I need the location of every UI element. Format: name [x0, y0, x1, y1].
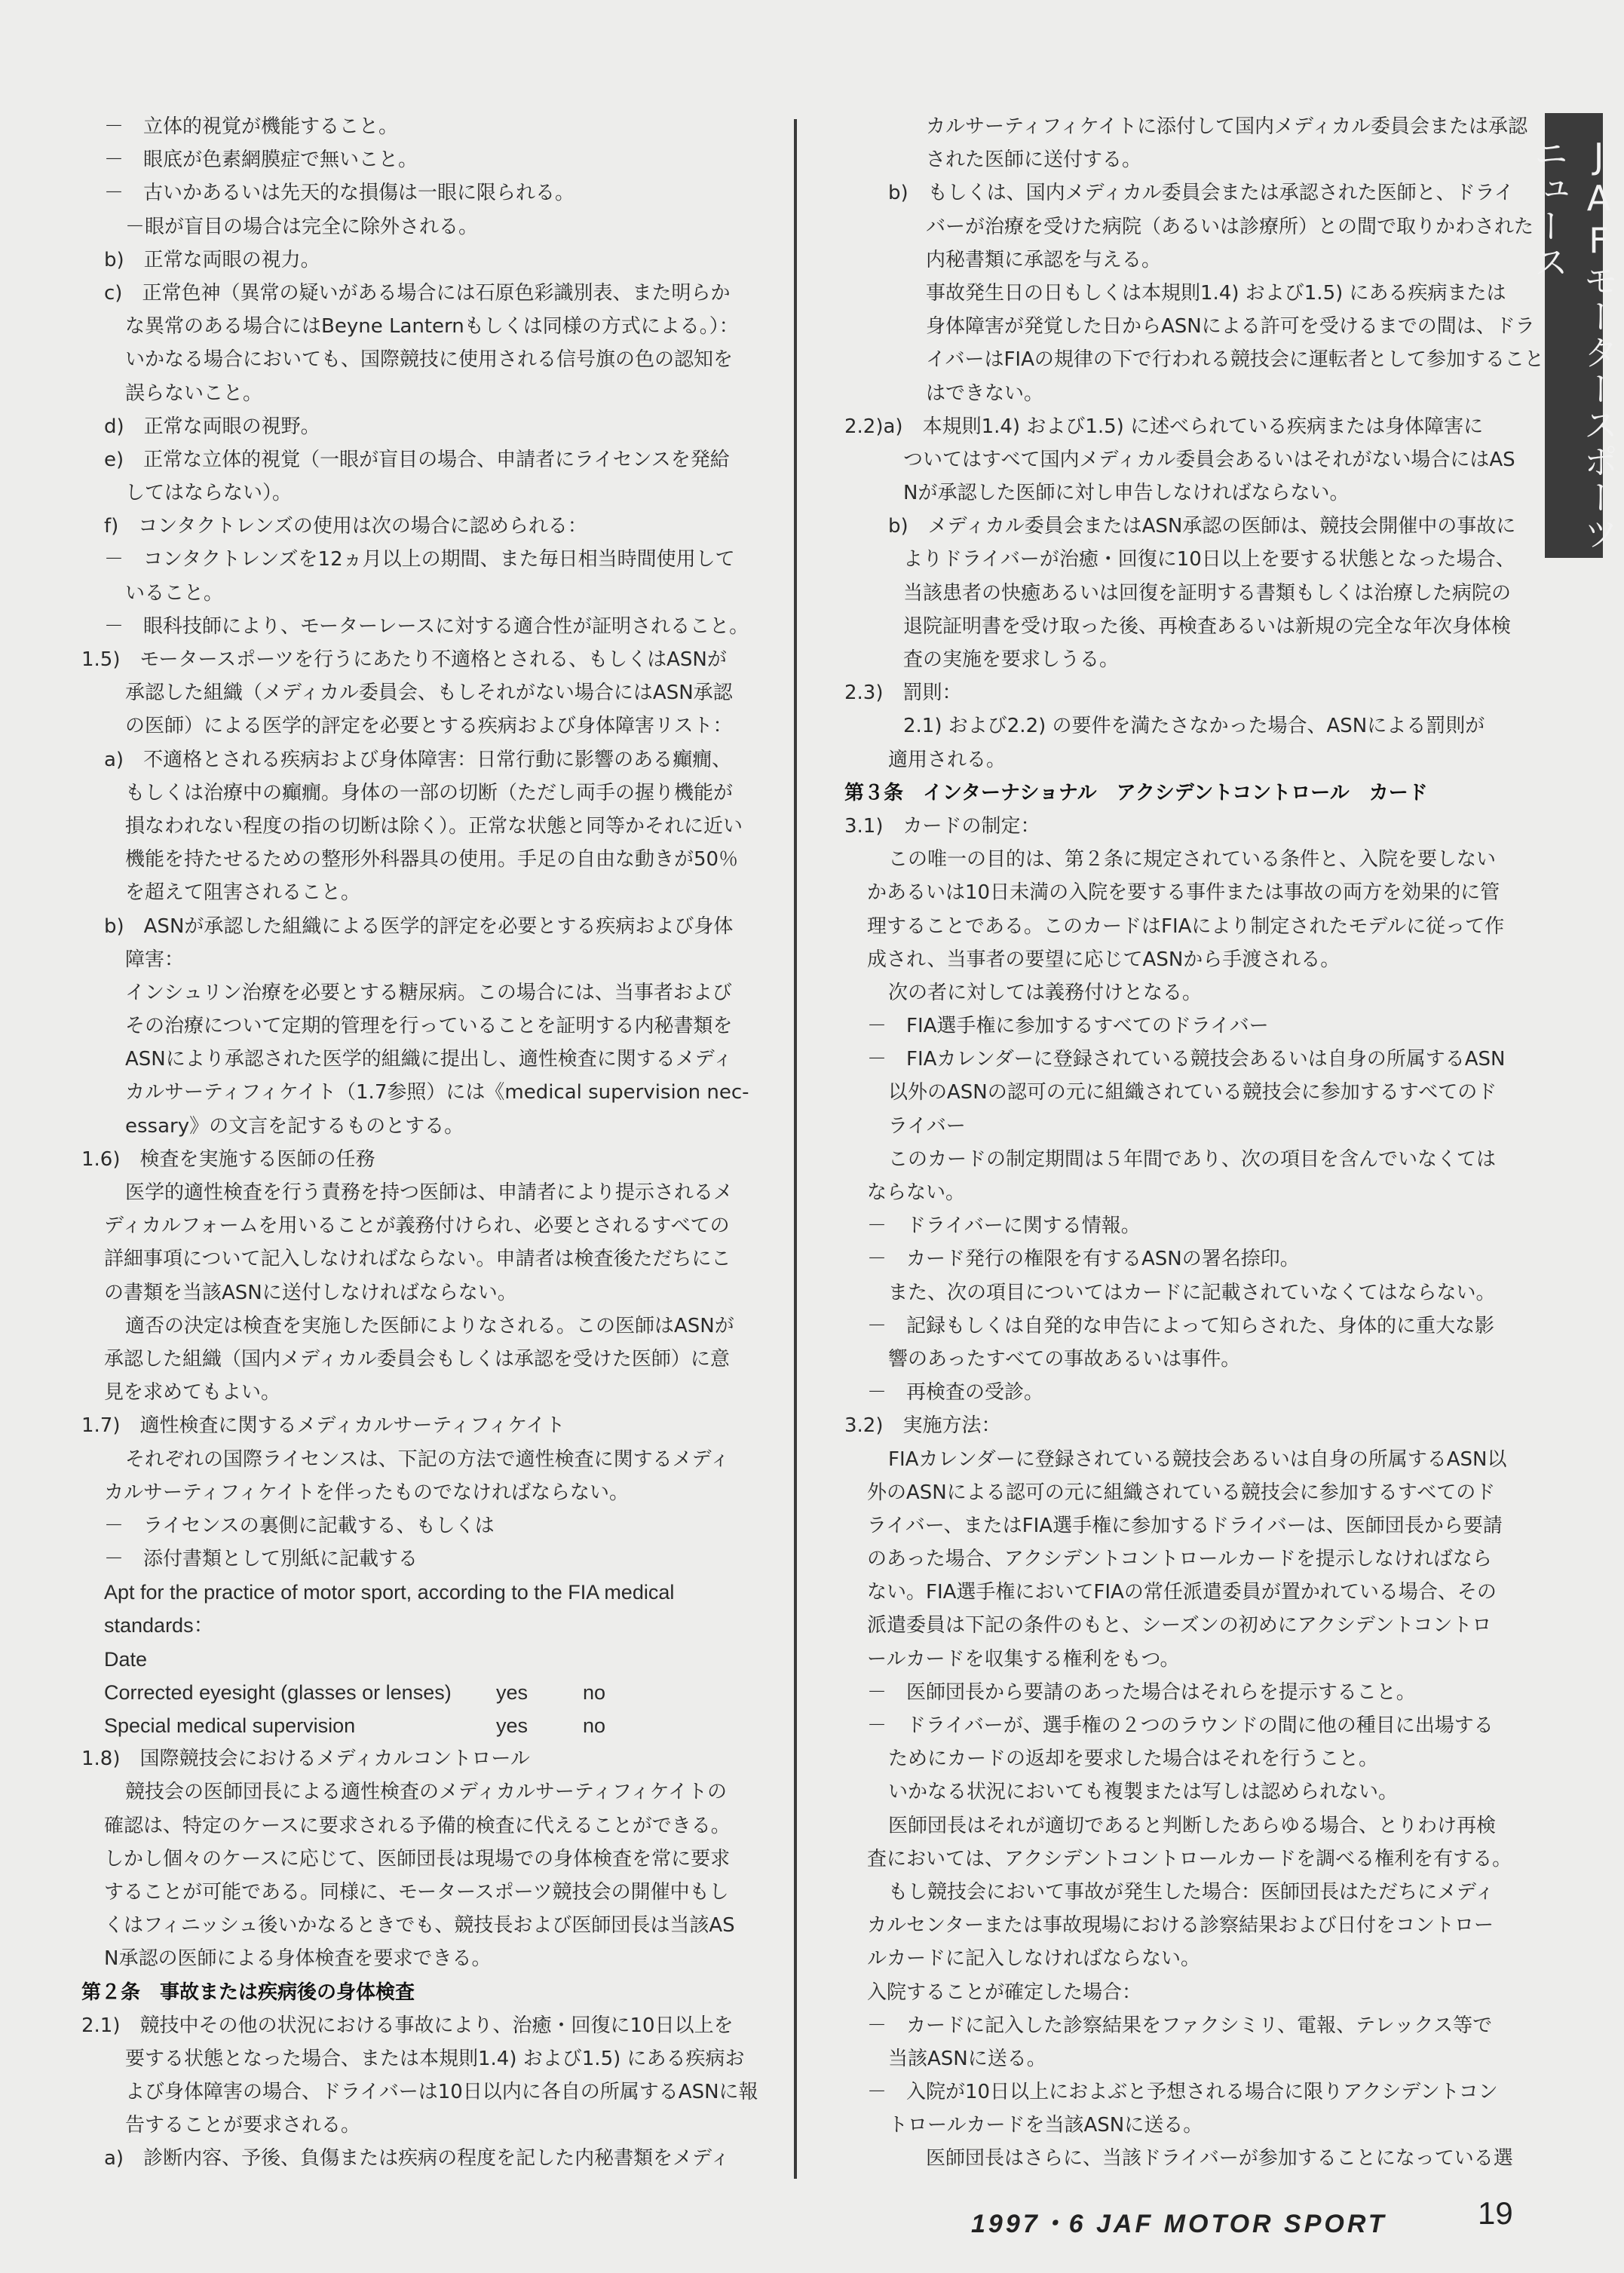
text-line: a) 不適格とされる疾病および身体障害：日常行動に影響のある癲癇、 — [104, 748, 732, 771]
text-line: いかなる状況においても複製または写しは認められない。 — [888, 1781, 1399, 1804]
text-line: ディカルフォームを用いることが義務付けられ、必要とされるすべての — [104, 1215, 730, 1238]
text-line: 内秘書類に承認を与える。 — [926, 248, 1162, 271]
text-line: － コンタクトレンズを12ヵ月以上の期間、また毎日相当時間使用して — [104, 548, 735, 571]
text-line: 3.1) カードの制定： — [844, 814, 1040, 838]
section-heading: 第３条 インターナショナル アクシデントコントロール カード — [844, 781, 1428, 804]
text-line: － ライセンスの裏側に記載する、もしくは — [104, 1514, 495, 1537]
text-line: ない。FIA選手権においてFIAの常任派遣委員が置かれている場合、その — [867, 1581, 1497, 1604]
text-line: 2.2)a) 本規則1.4) および1.5) に述べられている疾病または身体障害に — [844, 415, 1484, 438]
text-line: － ドライバーが、選手権の２つのラウンドの間に他の種目に出場する — [867, 1714, 1494, 1737]
section-side-tab: JAFモータースポーツニュース — [1545, 113, 1603, 558]
text-line: くはフィニッシュ後いかなるときでも、競技長および医師団長は当該AS — [104, 1914, 735, 1938]
text-line: 告することが要求される。 — [125, 2114, 361, 2137]
text-line: ライバー、またはFIA選手権に参加するドライバーは、医師団長から要請 — [867, 1514, 1503, 1537]
text-line: 2.3) 罰則： — [844, 682, 962, 705]
text-line: ためにカードの返却を要求した場合はそれを行うこと。 — [888, 1748, 1379, 1771]
text-line: の書類を当該ASNに送付しなければならない。 — [104, 1281, 517, 1304]
text-line: 当該ASNに送る。 — [888, 2047, 1046, 2070]
form-field-label: Special medical supervision — [104, 1714, 356, 1737]
text-line: 査においては、アクシデントコントロールカードを調べる権利を有する。 — [867, 1847, 1512, 1870]
section-heading: 第２条 事故または疾病後の身体検査 — [81, 1980, 415, 2004]
text-line: Nが承認した医師に対し申告しなければならない。 — [903, 482, 1350, 505]
text-line: トロールカードを当該ASNに送る。 — [888, 2114, 1203, 2137]
form-field-label: Corrected eyesight (glasses or lenses) — [104, 1680, 452, 1704]
text-line: essary》の文言を記するものとする。 — [125, 1114, 464, 1138]
text-line: － 眼科技師により、モーターレースに対する適合性が証明されること。 — [104, 614, 749, 638]
text-line: 1.7) 適性検査に関するメディカルサーティフィケイト — [81, 1414, 565, 1438]
text-line: b) もしくは、国内メディカル委員会または承認された医師と、ドライ — [888, 182, 1514, 205]
text-line: 要する状態となった場合、または本規則1.4) および1.5) にある疾病お — [125, 2047, 745, 2070]
text-line: それぞれの国際ライセンスは、下記の方法で適性検査に関するメディ — [125, 1447, 730, 1471]
text-line: f) コンタクトレンズの使用は次の場合に認められる： — [104, 515, 587, 538]
footer-magazine-title: 1997・6 JAF MOTOR SPORT — [971, 2210, 1387, 2238]
left-column — [81, 110, 758, 2176]
text-line: standards： — [104, 1614, 214, 1637]
text-line: ASNにより承認された医学的組織に提出し、適性検査に関するメディ — [125, 1048, 733, 1071]
text-line: － FIAカレンダーに登録されている競技会あるいは自身の所属するASN — [867, 1048, 1506, 1071]
text-line: 詳細事項について記入しなければならない。申請者は検査後ただちにこ — [104, 1248, 731, 1271]
text-line: a) 診断内容、予後、負傷または疾病の程度を記した内秘書類をメディ — [104, 2147, 730, 2170]
text-line: － 再検査の受診。 — [867, 1381, 1044, 1405]
text-line: 見を求めてもよい。 — [104, 1381, 281, 1405]
text-line: イバーはFIAの規律の下で行われる競技会に運転者として参加すること — [926, 348, 1544, 372]
text-line: カルサーティフィケイト（1.7参照）には《medical supervision nec- — [125, 1081, 749, 1104]
text-line: 障害： — [125, 948, 185, 971]
text-line: バーが治療を受けた病院（あるいは診療所）との間で取りかわされた — [926, 215, 1534, 238]
text-line: 適否の決定は検査を実施した医師によりなされる。この医師はASNが — [125, 1314, 734, 1337]
text-line: 次の者に対しては義務付けとなる。 — [888, 981, 1203, 1004]
column-divider — [794, 119, 797, 2179]
text-line: Date — [104, 1647, 148, 1671]
text-line: よび身体障害の場合、ドライバーは10日以内に各自の所属するASNに報 — [125, 2081, 758, 2104]
text-line: － 添付書類として別紙に記載する — [104, 1548, 418, 1571]
text-line: 誤らないこと。 — [125, 381, 263, 405]
text-line: － 記録もしくは自発的な申告によって知らされた、身体的に重大な影 — [867, 1314, 1495, 1337]
text-line: もしくは治療中の癲癇。身体の一部の切断（ただし両手の握り機能が — [125, 781, 734, 804]
text-line: 派遣委員は下記の条件のもと、シーズンの初めにアクシデントコントロ — [867, 1614, 1492, 1637]
text-line: 3.2) 実施方法： — [844, 1414, 1001, 1438]
text-line: e) 正常な立体的視覚（一眼が盲目の場合、申請者にライセンスを発給 — [104, 448, 730, 471]
text-line: カルサーティフィケイトに添付して国内メディカル委員会または承認 — [926, 115, 1527, 138]
text-line: 承認した組織（国内メディカル委員会もしくは承認を受けた医師）に意 — [104, 1347, 730, 1371]
text-line: － カードに記入した診察結果をファクシミリ、電報、テレックス等で — [867, 2014, 1493, 2037]
text-line: その治療について定期的管理を行っていることを証明する内秘書類を — [125, 1015, 733, 1038]
text-line: N承認の医師による身体検査を要求できる。 — [104, 1947, 492, 1971]
text-line: この唯一の目的は、第２条に規定されている条件と、入院を要しない — [888, 848, 1497, 872]
text-line: b) メディカル委員会またはASN承認の医師は、競技会開催中の事故に — [888, 515, 1516, 538]
text-line: － 医師団長から要請のあった場合はそれらを提示すること。 — [867, 1680, 1416, 1704]
text-line: 身体障害が発覚した日からASNによる許可を受けるまでの間は、ドラ — [926, 315, 1535, 338]
text-line: カルセンターまたは事故現場における診察結果および日付をコントロー — [867, 1914, 1494, 1938]
text-line: 響のあったすべての事故あるいは事件。 — [888, 1347, 1241, 1371]
text-line: b) 正常な両眼の視力。 — [104, 248, 320, 271]
text-line: － 眼底が色素網膜症で無いこと。 — [104, 149, 418, 172]
page-number: 19 — [1478, 2195, 1513, 2231]
text-line: のあった場合、アクシデントコントロールカードを提示しなければなら — [867, 1548, 1492, 1571]
text-line: いること。 — [125, 581, 224, 605]
text-line: 承認した組織（メディカル委員会、もしそれがない場合にはASN承認 — [125, 682, 733, 705]
text-line: 確認は、特定のケースに要求される予備的検査に代えることができる。 — [104, 1814, 731, 1837]
text-line: かあるいは10日未満の入院を要する事件または事故の両方を効果的に管 — [867, 881, 1500, 905]
text-line: しかし個々のケースに応じて、医師団長は現場での身体検査を常に要求 — [104, 1847, 731, 1870]
text-line: また、次の項目についてはカードに記載されていなくてはならない。 — [888, 1281, 1496, 1304]
text-line: はできない。 — [926, 381, 1044, 405]
text-line: － FIA選手権に参加するすべてのドライバー — [867, 1015, 1269, 1038]
text-line: 損なわれない程度の指の切断は除く）。正常な状態と同等かそれに近い — [125, 814, 743, 838]
text-line: 1.8) 国際競技会におけるメディカルコントロール — [81, 1748, 530, 1771]
text-line: b) ASNが承認した組織による医学的評定を必要とする疾病および身体 — [104, 914, 734, 938]
text-line — [81, 1676, 749, 1709]
text-line: － 立体的視覚が機能すること。 — [104, 115, 399, 138]
text-line: － カード発行の権限を有するASNの署名捺印。 — [867, 1248, 1300, 1271]
text-line: の医師）による医学的評定を必要とする疾病および身体障害リスト： — [125, 715, 733, 738]
text-line: 事故発生日の日もしくは本規則1.4) および1.5) にある疾病または — [926, 281, 1506, 305]
text-line: な異常のある場合にはBeyne Lanternもしくは同様の方式による。）： — [125, 315, 739, 338]
text-line: ついてはすべて国内メディカル委員会あるいはそれがない場合にはAS — [903, 448, 1515, 471]
text-line: ルカードに記入しなければならない。 — [867, 1947, 1201, 1971]
right-column — [844, 110, 1544, 2176]
text-line: － ドライバーに関する情報。 — [867, 1215, 1141, 1238]
text-line: 当該患者の快癒あるいは回復を証明する書類もしくは治療した病院の — [903, 581, 1512, 605]
form-option: no — [583, 1680, 606, 1704]
text-line: 理することである。このカードはFIAにより制定されたモデルに従って作 — [867, 914, 1505, 938]
text-line: してはならない）。 — [125, 482, 293, 505]
text-line: 2.1) 競技中その他の状況における事故により、治癒・回復に10日以上を — [81, 2014, 734, 2037]
form-option: yes — [496, 1714, 529, 1737]
text-line: － 古いかあるいは先天的な損傷は一眼に限られる。 — [104, 182, 575, 205]
text-line — [81, 1709, 749, 1742]
text-line: 2.1) および2.2) の要件を満たさなかった場合、ASNによる罰則が — [903, 715, 1485, 738]
text-line: を超えて阻害されること。 — [125, 881, 361, 905]
text-line: いかなる場合においても、国際競技に使用される信号旗の色の認知を — [125, 348, 734, 372]
text-line: 1.5) モータースポーツを行うにあたり不適格とされる、もしくはASNが — [81, 648, 727, 671]
text-line: 外のASNによる認可の元に組織されている競技会に参加するすべてのド — [867, 1481, 1496, 1504]
text-line: 以外のASNの認可の元に組織されている競技会に参加するすべてのド — [888, 1081, 1497, 1104]
text-line: することが可能である。同様に、モータースポーツ競技会の開催中もし — [104, 1880, 729, 1904]
text-line: 査の実施を要求しうる。 — [903, 648, 1120, 671]
text-line: 退院証明書を受け取った後、再検査あるいは新規の完全な年次身体検 — [903, 614, 1512, 638]
text-line: 競技会の医師団長による適性検査のメディカルサーティフィケイトの — [125, 1781, 727, 1804]
text-line: －眼が盲目の場合は完全に除外される。 — [125, 215, 479, 238]
text-line: もし競技会において事故が発生した場合：医師団長はただちにメディ — [888, 1880, 1494, 1904]
text-line: － 入院が10日以上におよぶと予想される場合に限りアクシデントコン — [867, 2081, 1498, 2104]
text-line: ライバー — [888, 1114, 966, 1138]
text-line: 入院することが確定した場合： — [867, 1980, 1142, 2004]
form-option: yes — [496, 1680, 529, 1704]
text-line: ならない。 — [867, 1181, 966, 1204]
text-line: 医学的適性検査を行う責務を持つ医師は、申請者により提示されるメ — [125, 1181, 734, 1204]
text-line: よりドライバーが治癒・回復に10日以上を要する状態となった場合、 — [903, 548, 1515, 571]
text-line: 成され、当事者の要望に応じてASNから手渡される。 — [867, 948, 1341, 971]
text-line: カルサーティフィケイトを伴ったものでなければならない。 — [104, 1481, 630, 1504]
text-line: Apt for the practice of motor sport, according to the FIA medical — [104, 1581, 675, 1604]
text-line: 医師団長はそれが適切であると判断したあらゆる場合、とりわけ再検 — [888, 1814, 1497, 1837]
text-line: された医師に送付する。 — [926, 149, 1142, 172]
text-line: c) 正常色神（異常の疑いがある場合には石原色彩識別表、また明らか — [104, 281, 731, 305]
text-line: 機能を持たせるための整形外科器具の使用。手足の自由な動きが50％ — [125, 848, 739, 872]
text-line: 適用される。 — [888, 748, 1007, 771]
text-line: d) 正常な両眼の視野。 — [104, 415, 320, 438]
text-line: ールカードを収集する権利をもつ。 — [867, 1647, 1180, 1671]
text-line: 1.6) 検査を実施する医師の任務 — [81, 1147, 375, 1171]
text-line: FIAカレンダーに登録されている競技会あるいは自身の所属するASN以 — [888, 1447, 1507, 1471]
text-line: このカードの制定期間は５年間であり、次の項目を含んでいなくては — [888, 1147, 1497, 1171]
form-option: no — [583, 1714, 606, 1737]
text-line: 医師団長はさらに、当該ドライバーが参加することになっている選 — [926, 2147, 1513, 2170]
text-line: インシュリン治療を必要とする糖尿病。この場合には、当事者および — [125, 981, 732, 1004]
